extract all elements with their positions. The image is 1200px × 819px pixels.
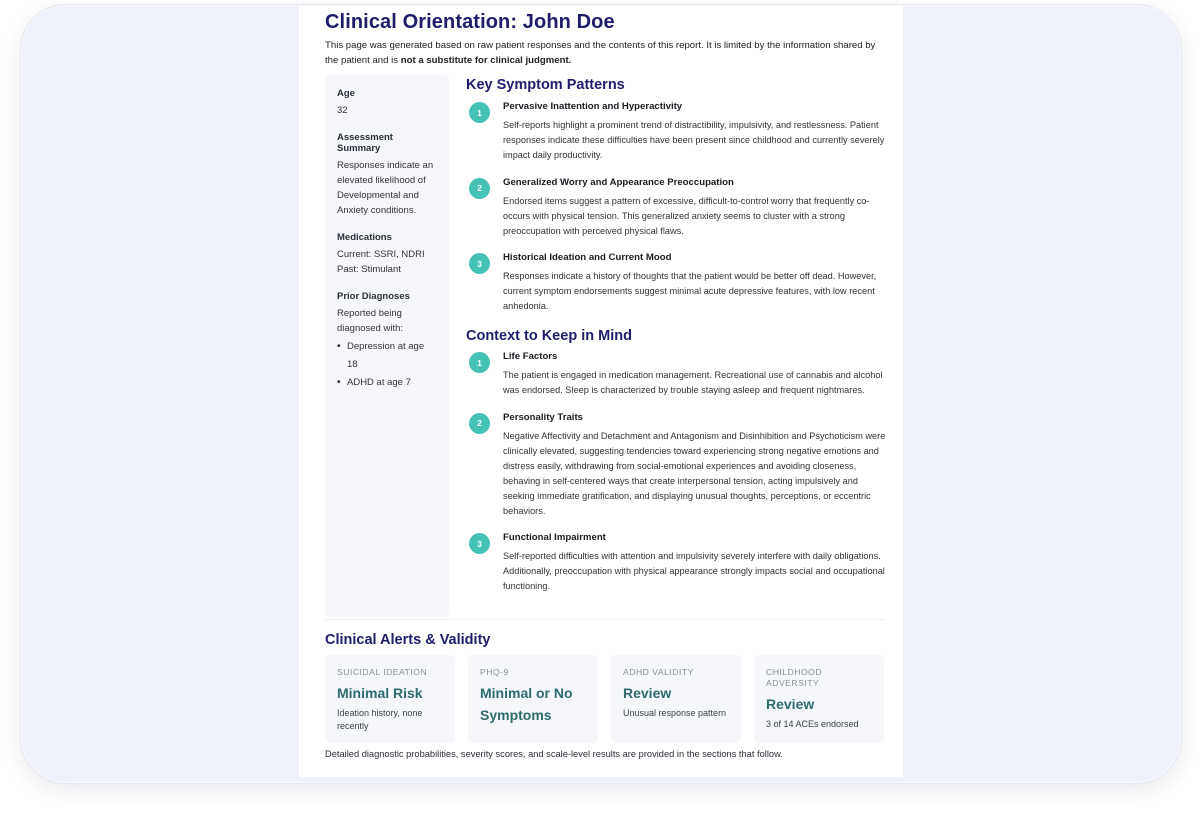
card-desc: 3 of 14 ACEs endorsed — [766, 719, 859, 729]
item-title: Personality Traits — [503, 411, 583, 423]
section-divider — [325, 619, 885, 620]
card-label: CHILDHOOD ADVERSITY — [766, 667, 823, 688]
diagnoses-label: Prior Diagnoses — [337, 291, 410, 302]
item-title: Functional Impairment — [503, 532, 606, 544]
card-value: Review — [766, 696, 815, 712]
context-item — [466, 350, 886, 398]
symptom-item — [466, 176, 886, 239]
item-text: Self-reports highlight a prominent trend of distractibility, impulsivity, and restlessness. Patient responses indicate these difficulties have been present since childhood and currently severely impact daily productivity. — [503, 120, 885, 160]
alert-card-adhd-validity — [611, 655, 741, 743]
alerts-heading: Clinical Alerts & Validity — [325, 632, 491, 648]
report-page — [299, 5, 903, 777]
summary-section — [337, 132, 437, 218]
main-column — [466, 77, 886, 594]
list-item: • ADHD at age 7 — [347, 374, 437, 392]
alert-card-phq9 — [468, 655, 598, 743]
alert-card-childhood-adversity — [754, 655, 884, 743]
key-symptoms-heading: Key Symptom Patterns — [466, 77, 625, 93]
list-item: • Depression at age 18 — [347, 338, 437, 374]
patient-sidebar — [325, 75, 449, 617]
device-frame — [20, 4, 1182, 784]
medications-current: Current: SSRI, NDRI — [337, 249, 425, 260]
summary-text: Responses indicate an elevated likelihood of Developmental and Anxiety conditions. — [337, 160, 434, 216]
page-title: Clinical Orientation: John Doe — [325, 11, 615, 33]
item-text: Endorsed items suggest a pattern of excessive, difficult-to-control worry that frequently co-occurs with physical tension. This generalized anxiety seems to cluster with a strong preoccupation with perceived physical flaws. — [503, 195, 870, 236]
item-text: Responses indicate a history of thoughts that the patient would be better off dead. However, current symptom endorsements suggest minimal acute depressive features, with low recent anhedonia. — [503, 271, 877, 312]
item-text: Negative Affectivity and Detachment and Antagonism and Disinhibition and Psychoticism were clinically elevated, suggesting tendencies toward experiencing strong negative emotions and distress easily, withdrawing from social-emotional experiences and avoiding closeness, behaving in self-centered ways that create interpersonal tension, acting impulsively and seeking immediate gratification, and displaying unusual thoughts, perceptions, or eccentric behaviors. — [503, 430, 886, 516]
diagnoses-section — [337, 291, 437, 392]
medications-section — [337, 232, 437, 277]
age-value: 32 — [337, 105, 348, 116]
context-item — [466, 531, 886, 594]
footer-note: Detailed diagnostic probabilities, severity scores, and scale-level results are provided in the sections that follow. — [325, 749, 783, 759]
diagnoses-list — [337, 338, 437, 392]
card-label: ADHD VALIDITY — [623, 667, 694, 677]
item-title: Historical Ideation and Current Mood — [503, 252, 672, 264]
alert-card-suicidal-ideation — [325, 655, 455, 743]
number-badge: 3 — [469, 533, 490, 554]
number-badge: 2 — [469, 413, 490, 434]
item-title: Generalized Worry and Appearance Preoccupation — [503, 176, 734, 188]
intro-bold: not a substitute for clinical judgment. — [400, 54, 572, 66]
symptom-item — [466, 251, 886, 314]
number-badge: 1 — [469, 102, 490, 123]
symptom-item — [466, 100, 886, 163]
card-value: Minimal or No Symptoms — [480, 685, 573, 723]
intro-disclaimer — [325, 39, 885, 68]
age-label: Age — [337, 88, 355, 99]
diagnoses-text: Reported being diagnosed with: — [337, 308, 404, 334]
medications-past: Past: Stimulant — [337, 264, 401, 275]
card-value: Review — [623, 685, 672, 701]
card-desc: Ideation history, none recently — [337, 708, 423, 731]
medications-label: Medications — [337, 232, 392, 243]
item-text: The patient is engaged in medication management. Recreational use of cannabis and alcohol was endorsed. Sleep is characterized by trouble staying asleep and frequent nightmares. — [503, 370, 883, 396]
context-item — [466, 411, 886, 518]
item-text: Self-reported difficulties with attention and impulsivity severely interfere with daily obligations. Additionally, preoccupation with physical appearance strongly impacts social and occupational functioning. — [503, 551, 885, 592]
intro-text: This page was generated based on raw patient responses and the contents of this report. It is limited by the information shared by the patient and is — [325, 40, 876, 66]
card-label: SUICIDAL IDEATION — [337, 667, 428, 677]
number-badge: 1 — [469, 352, 490, 373]
summary-label: Assessment Summary — [337, 132, 393, 154]
number-badge: 2 — [469, 178, 490, 199]
card-value: Minimal Risk — [337, 685, 423, 701]
card-desc: Unusual response pattern — [623, 708, 727, 718]
card-label: PHQ-9 — [480, 667, 509, 677]
item-title: Pervasive Inattention and Hyperactivity — [503, 101, 683, 112]
context-heading: Context to Keep in Mind — [466, 328, 632, 345]
alert-cards — [325, 655, 885, 743]
item-title: Life Factors — [503, 351, 558, 363]
age-section — [337, 88, 437, 118]
number-badge: 3 — [469, 253, 490, 274]
